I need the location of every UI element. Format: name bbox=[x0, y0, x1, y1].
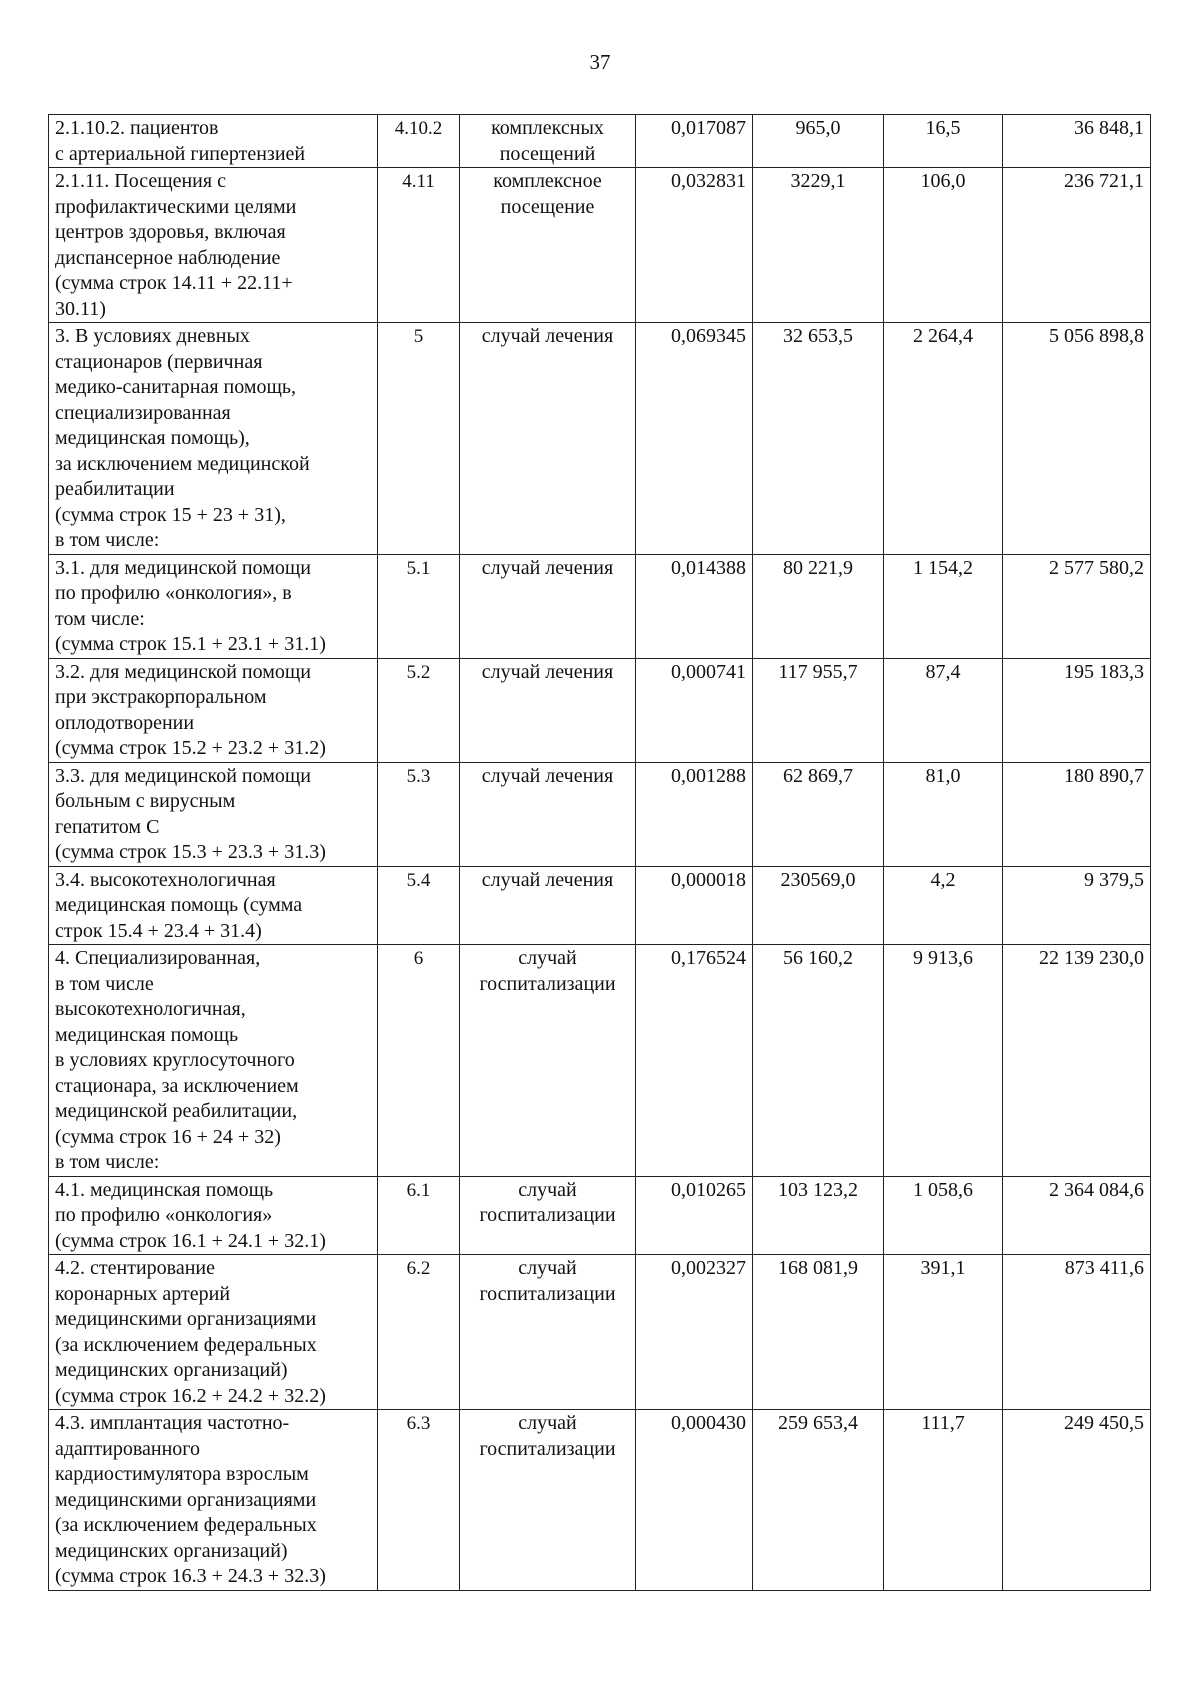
row-name-cell-line: том числе: bbox=[55, 607, 145, 630]
row-total-cell: 5 056 898,8 bbox=[1003, 323, 1151, 555]
row-norm-cell: 0,010265 bbox=[636, 1176, 753, 1255]
row-cost-cell: 259 653,4 bbox=[753, 1410, 884, 1591]
table-row bbox=[49, 1255, 1151, 1410]
row-total-cell: 9 379,5 bbox=[1003, 866, 1151, 945]
row-name-cell-line: (за исключением федеральных bbox=[55, 1333, 317, 1356]
row-name-cell bbox=[49, 866, 378, 945]
row-name-cell-line: с артериальной гипертензией bbox=[55, 142, 306, 165]
row-unit-cell bbox=[460, 762, 636, 866]
row-name-cell-line: 4.2. стентирование bbox=[55, 1257, 215, 1279]
row-name-cell-line: 3. В условиях дневных bbox=[55, 325, 250, 347]
row-name-cell bbox=[49, 1255, 378, 1410]
row-unit-cell-line: случай лечения bbox=[481, 660, 614, 683]
row-unit-cell-line: посещение bbox=[500, 195, 595, 218]
row-code-cell: 5.3 bbox=[378, 762, 460, 866]
row-name-cell-line: 4. Специализированная, bbox=[55, 947, 261, 969]
row-name-cell-line: (сумма строк 16.1 + 24.1 + 32.1) bbox=[55, 1229, 326, 1252]
row-name-cell-line: центров здоровья, включая bbox=[55, 221, 286, 243]
row-cost-cell: 56 160,2 bbox=[753, 945, 884, 1177]
row-unit-cell bbox=[460, 1255, 636, 1410]
row-norm-cell: 0,000430 bbox=[636, 1410, 753, 1591]
row-code-cell: 5.4 bbox=[378, 866, 460, 945]
row-name-cell-line: медицинская помощь (сумма bbox=[55, 894, 303, 916]
row-unit-cell bbox=[460, 1176, 636, 1255]
row-code-cell: 6.2 bbox=[378, 1255, 460, 1410]
row-name-cell-line: (сумма строк 14.11 + 22.11+ bbox=[55, 272, 293, 294]
row-code-cell: 4.11 bbox=[378, 168, 460, 323]
row-name-cell-line: коронарных артерий bbox=[55, 1282, 231, 1305]
row-unit-cell bbox=[460, 658, 636, 762]
row-name-cell-line: 3.1. для медицинской помощи bbox=[55, 556, 311, 579]
row-name-cell-line: при экстракорпоральном bbox=[55, 686, 267, 708]
row-name-cell-line: медицинских организаций) bbox=[55, 1539, 288, 1562]
row-name-cell-line: медицинских организаций) bbox=[55, 1359, 288, 1381]
row-unit-cell-line: госпитализации bbox=[479, 1282, 616, 1305]
row-unit-cell bbox=[460, 1410, 636, 1591]
row-total-cell: 873 411,6 bbox=[1003, 1255, 1151, 1410]
row-norm-cell: 0,000741 bbox=[636, 658, 753, 762]
row-total-cell: 236 721,1 bbox=[1003, 168, 1151, 323]
row-cost-cell: 103 123,2 bbox=[753, 1176, 884, 1255]
row-name-cell bbox=[49, 323, 378, 555]
row-total-cell: 22 139 230,0 bbox=[1003, 945, 1151, 1177]
row-unit-cell-line: госпитализации bbox=[479, 1437, 616, 1460]
row-name-cell-line: 4.3. имплантация частотно- bbox=[55, 1412, 290, 1434]
row-name-cell-line: в условиях круглосуточного bbox=[55, 1049, 295, 1071]
row-norm-cell: 0,014388 bbox=[636, 554, 753, 658]
row-unit-cell-line: случай bbox=[518, 947, 577, 969]
row-name-cell bbox=[49, 115, 378, 168]
row-cost-cell: 168 081,9 bbox=[753, 1255, 884, 1410]
table-row bbox=[49, 554, 1151, 658]
row-name-cell-line: диспансерное наблюдение bbox=[55, 246, 281, 269]
row-unit-cell-line: случай лечения bbox=[481, 325, 614, 347]
row-norm-cell: 0,000018 bbox=[636, 866, 753, 945]
row-name-cell-line: 4.1. медицинская помощь bbox=[55, 1178, 274, 1201]
row-unit-cell-line: случай bbox=[518, 1178, 577, 1201]
row-unit-cell bbox=[460, 115, 636, 168]
row-name-cell-line: в том числе bbox=[55, 972, 154, 995]
row-name-cell-line: специализированная bbox=[55, 401, 231, 424]
row-per-capita-cell: 81,0 bbox=[884, 762, 1003, 866]
row-total-cell: 2 364 084,6 bbox=[1003, 1176, 1151, 1255]
row-unit-cell-line: посещений bbox=[499, 142, 596, 165]
row-name-cell bbox=[49, 945, 378, 1177]
row-name-cell-line: реабилитации bbox=[55, 478, 175, 500]
row-name-cell-line: строк 15.4 + 23.4 + 31.4) bbox=[55, 919, 262, 942]
row-name-cell-line: медицинскими организациями bbox=[55, 1308, 317, 1330]
row-norm-cell: 0,032831 bbox=[636, 168, 753, 323]
table-row bbox=[49, 323, 1151, 555]
row-name-cell-line: в том числе: bbox=[55, 1151, 160, 1173]
row-cost-cell: 3229,1 bbox=[753, 168, 884, 323]
table-row bbox=[49, 658, 1151, 762]
row-unit-cell bbox=[460, 554, 636, 658]
row-per-capita-cell: 106,0 bbox=[884, 168, 1003, 323]
row-name-cell-line: в том числе: bbox=[55, 529, 160, 551]
row-norm-cell: 0,002327 bbox=[636, 1255, 753, 1410]
row-norm-cell: 0,001288 bbox=[636, 762, 753, 866]
table-row bbox=[49, 1176, 1151, 1255]
row-code-cell: 6.1 bbox=[378, 1176, 460, 1255]
row-total-cell: 249 450,5 bbox=[1003, 1410, 1151, 1591]
row-name-cell-line: 2.1.10.2. пациентов bbox=[55, 117, 219, 139]
row-name-cell-line: медицинской реабилитации, bbox=[55, 1100, 298, 1122]
page-number: 37 bbox=[589, 50, 611, 74]
row-name-cell-line: гепатитом С bbox=[55, 815, 160, 838]
row-name-cell bbox=[49, 554, 378, 658]
row-norm-cell: 0,176524 bbox=[636, 945, 753, 1177]
table-row bbox=[49, 762, 1151, 866]
row-total-cell: 2 577 580,2 bbox=[1003, 554, 1151, 658]
row-total-cell: 180 890,7 bbox=[1003, 762, 1151, 866]
row-per-capita-cell: 1 058,6 bbox=[884, 1176, 1003, 1255]
row-name-cell-line: по профилю «онкология», в bbox=[55, 582, 292, 604]
row-per-capita-cell: 391,1 bbox=[884, 1255, 1003, 1410]
row-cost-cell: 32 653,5 bbox=[753, 323, 884, 555]
row-unit-cell-line: случай bbox=[518, 1257, 577, 1279]
row-name-cell bbox=[49, 762, 378, 866]
row-cost-cell: 80 221,9 bbox=[753, 554, 884, 658]
row-name-cell bbox=[49, 168, 378, 323]
table-row bbox=[49, 1410, 1151, 1591]
row-name-cell-line: 3.3. для медицинской помощи bbox=[55, 764, 311, 787]
row-norm-cell: 0,069345 bbox=[636, 323, 753, 555]
row-unit-cell-line: случай лечения bbox=[481, 764, 614, 787]
row-total-cell: 36 848,1 bbox=[1003, 115, 1151, 168]
row-unit-cell-line: комплексное bbox=[493, 170, 602, 192]
row-name-cell-line: 3.2. для медицинской помощи bbox=[55, 660, 311, 683]
table-row bbox=[49, 866, 1151, 945]
row-name-cell-line: (сумма строк 15.2 + 23.2 + 31.2) bbox=[55, 737, 326, 759]
row-name-cell-line: (сумма строк 15 + 23 + 31), bbox=[55, 503, 286, 526]
row-cost-cell: 230569,0 bbox=[753, 866, 884, 945]
row-name-cell-line: стационара, за исключением bbox=[55, 1074, 299, 1097]
row-per-capita-cell: 9 913,6 bbox=[884, 945, 1003, 1177]
table-row bbox=[49, 115, 1151, 168]
table-row bbox=[49, 945, 1151, 1177]
row-cost-cell: 965,0 bbox=[753, 115, 884, 168]
row-unit-cell bbox=[460, 168, 636, 323]
row-per-capita-cell: 4,2 bbox=[884, 866, 1003, 945]
row-unit-cell bbox=[460, 945, 636, 1177]
row-name-cell-line: кардиостимулятора взрослым bbox=[55, 1463, 309, 1485]
row-name-cell-line: (за исключением федеральных bbox=[55, 1514, 317, 1536]
row-code-cell: 6.3 bbox=[378, 1410, 460, 1591]
row-code-cell: 4.10.2 bbox=[378, 115, 460, 168]
data-table bbox=[48, 114, 1151, 1591]
row-name-cell-line: (сумма строк 16 + 24 + 32) bbox=[55, 1125, 281, 1148]
row-name-cell-line: по профилю «онкология» bbox=[55, 1204, 273, 1226]
row-name-cell bbox=[49, 658, 378, 762]
row-name-cell-line: 30.11) bbox=[55, 297, 106, 320]
row-name-cell-line: 3.4. высокотехнологичная bbox=[55, 868, 276, 891]
row-unit-cell bbox=[460, 866, 636, 945]
row-name-cell-line: (сумма строк 15.1 + 23.1 + 31.1) bbox=[55, 633, 326, 655]
row-name-cell-line: высокотехнологичная, bbox=[55, 998, 246, 1020]
row-name-cell-line: стационаров (первичная bbox=[55, 350, 263, 373]
row-cost-cell: 62 869,7 bbox=[753, 762, 884, 866]
row-unit-cell-line: госпитализации bbox=[479, 972, 616, 995]
row-code-cell: 5.2 bbox=[378, 658, 460, 762]
row-name-cell-line: адаптированного bbox=[55, 1437, 200, 1460]
row-code-cell: 5.1 bbox=[378, 554, 460, 658]
row-cost-cell: 117 955,7 bbox=[753, 658, 884, 762]
row-per-capita-cell: 87,4 bbox=[884, 658, 1003, 762]
row-name-cell-line: за исключением медицинской bbox=[55, 452, 310, 475]
row-name-cell-line: профилактическими целями bbox=[55, 195, 297, 218]
row-name-cell-line: 2.1.11. Посещения с bbox=[55, 170, 226, 192]
row-unit-cell-line: случай bbox=[518, 1412, 577, 1434]
row-name-cell-line: медицинскими организациями bbox=[55, 1488, 317, 1511]
row-name-cell-line: медицинская помощь), bbox=[55, 427, 250, 449]
row-name-cell bbox=[49, 1410, 378, 1591]
row-name-cell-line: медико-санитарная помощь, bbox=[55, 376, 297, 398]
row-name-cell-line: (сумма строк 16.2 + 24.2 + 32.2) bbox=[55, 1384, 326, 1407]
row-per-capita-cell: 16,5 bbox=[884, 115, 1003, 168]
row-name-cell-line: оплодотворении bbox=[55, 711, 195, 734]
row-code-cell: 5 bbox=[378, 323, 460, 555]
row-total-cell: 195 183,3 bbox=[1003, 658, 1151, 762]
row-unit-cell bbox=[460, 323, 636, 555]
row-name-cell-line: медицинская помощь bbox=[55, 1023, 239, 1046]
row-name-cell-line: (сумма строк 16.3 + 24.3 + 32.3) bbox=[55, 1565, 326, 1587]
row-per-capita-cell: 1 154,2 bbox=[884, 554, 1003, 658]
row-norm-cell: 0,017087 bbox=[636, 115, 753, 168]
row-per-capita-cell: 111,7 bbox=[884, 1410, 1003, 1591]
row-name-cell bbox=[49, 1176, 378, 1255]
table-row bbox=[49, 168, 1151, 323]
row-per-capita-cell: 2 264,4 bbox=[884, 323, 1003, 555]
row-unit-cell-line: госпитализации bbox=[479, 1204, 616, 1226]
row-unit-cell-line: случай лечения bbox=[481, 868, 614, 891]
row-code-cell: 6 bbox=[378, 945, 460, 1177]
row-unit-cell-line: случай лечения bbox=[481, 556, 614, 579]
row-name-cell-line: больным с вирусным bbox=[55, 790, 236, 812]
row-unit-cell-line: комплексных bbox=[491, 117, 604, 139]
row-name-cell-line: (сумма строк 15.3 + 23.3 + 31.3) bbox=[55, 841, 326, 863]
